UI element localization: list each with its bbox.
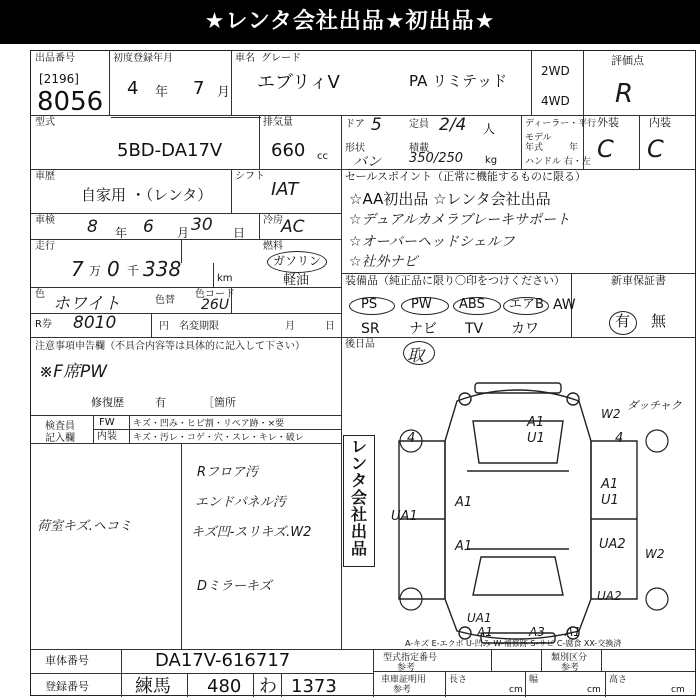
mark-ua2-rear: UA2 <box>597 589 622 603</box>
equipment-label: 装備品（純正品に限り〇印をつけください） <box>345 274 565 287</box>
fuel-gas: ガソリン <box>273 254 322 268</box>
inspector-note-3: キズ凹-スリキズ.W2 <box>191 525 312 540</box>
model-label: 型式 <box>35 117 55 128</box>
plate-label: 登録番号 <box>45 680 89 693</box>
mark-dacchaku: ダッチャク <box>627 399 682 412</box>
frame-value: DA17V-616717 <box>155 650 291 671</box>
rear-label: 後日品 <box>345 339 375 350</box>
spec-l6: 参考 <box>393 685 412 695</box>
color-label: 色 <box>35 289 45 300</box>
spec-length-cm: cm <box>509 685 523 695</box>
inspector-fw: FW <box>99 417 115 428</box>
mark-ua1-rear: UA1 <box>467 611 492 625</box>
equip-abs: ABS <box>459 297 485 312</box>
inspection-month-unit: 月 <box>177 226 190 240</box>
banner-title: ★レンタ会社出品★初出品★ <box>0 0 700 44</box>
mark-w2-right: W2 <box>645 547 665 561</box>
spec-l4: 参考 <box>561 663 580 673</box>
fuel-label: 燃料 <box>263 241 283 252</box>
mark-a3-rear: A3 <box>529 625 545 639</box>
equip-leather: カワ <box>511 321 539 337</box>
exterior-value: C <box>597 135 614 163</box>
inspector-fw-text: キズ・凹み・ヒビ割・リペア跡・×要 <box>133 419 285 429</box>
inspector-label2: 記入欄 <box>45 433 75 444</box>
lot-sub: [2196] <box>39 72 79 86</box>
mileage-v2: 0 <box>107 257 120 281</box>
recycle-label: R券 <box>35 319 52 330</box>
equip-aw: AW <box>553 297 576 313</box>
model-year-unit: 年 <box>569 143 579 153</box>
inspection-month: 6 <box>143 217 154 237</box>
vertical-label: レンタ会社出品 <box>350 437 367 558</box>
mark-a1-rear-r: A1 <box>565 625 581 639</box>
first-reg-year: 4 <box>127 78 139 99</box>
spec-width: 幅 <box>529 675 539 685</box>
inspection-label: 車検 <box>35 215 55 226</box>
repair-area: ［箇所 <box>203 396 236 409</box>
warranty-yes: 有 <box>615 312 631 330</box>
model-value: 5BD-DA17V <box>117 140 223 161</box>
mark-w2-front: W2 <box>601 407 621 421</box>
interior-label: 内装 <box>649 116 671 129</box>
fuel-diesel: 軽油 <box>283 273 310 288</box>
spec-height: 高さ <box>609 675 628 685</box>
name-change-month: 月 <box>285 321 295 332</box>
spec-height-cm: cm <box>671 685 685 695</box>
sales-point-2: ☆オーバーヘッドシェルフ <box>349 234 515 250</box>
rear-value: 取 <box>407 346 424 366</box>
warranty-no: 無 <box>651 312 667 330</box>
lot-number: 8056 <box>37 87 104 117</box>
aircon-label: 冷房 <box>263 215 283 226</box>
mark-ua2-right: UA2 <box>599 537 626 552</box>
first-reg-label: 初度登録年月 <box>113 53 173 64</box>
capacity-value: 2/4 <box>439 115 467 135</box>
load-value: 350/250 <box>409 151 464 166</box>
spec-width-cm: cm <box>587 685 601 695</box>
grade-label: グレード <box>261 53 301 64</box>
inspector-naisou-text: キズ・汚レ・コゲ・穴・スレ・キレ・破レ <box>133 433 304 443</box>
doors-value: 5 <box>371 115 382 135</box>
mark-a1-rear-l: A1 <box>477 625 493 639</box>
aircon-value: AC <box>281 217 305 237</box>
inspection-day-unit: 日 <box>233 226 246 240</box>
sales-point-3: ☆社外ナビ <box>349 254 418 270</box>
name-change-day: 日 <box>325 321 335 332</box>
mileage-v1: 7 <box>71 257 84 281</box>
drive-4wd: 4WD <box>541 94 570 108</box>
inspection-day: 30 <box>191 215 213 235</box>
first-reg-month-unit: 月 <box>217 85 231 100</box>
shape-value: バン <box>353 154 381 170</box>
drive-2wd: 2WD <box>541 64 570 78</box>
spec-l3: 類別区分 <box>551 653 588 663</box>
recycle-unit: 円 <box>159 321 169 332</box>
inspection-year: 8 <box>87 217 98 237</box>
equip-airbag: エアB <box>509 297 544 312</box>
color-value: ホワイト <box>53 294 121 314</box>
model-year-label1: モデル <box>525 133 552 143</box>
spec-l2: 参考 <box>397 663 416 673</box>
warranty-label: 新車保証書 <box>611 274 666 287</box>
shape-label: 形状 <box>345 143 365 154</box>
interior-value: C <box>647 135 664 163</box>
plate-number: 1373 <box>291 676 337 697</box>
lot-label: 出品番号 <box>35 53 75 64</box>
dealer-label: ディーラー・平行 <box>525 119 597 129</box>
shift-value: IAT <box>271 179 299 200</box>
handle-label: ハンドル 右・左 <box>525 157 591 167</box>
load-label: 積載 <box>409 143 429 154</box>
repair-value: 有 <box>155 396 166 409</box>
model-year-label2: 年式 <box>525 143 544 153</box>
mark-u1-right: U1 <box>601 493 619 508</box>
history-value: 自家用 ・（レンタ） <box>81 186 213 204</box>
auction-sheet <box>30 50 696 696</box>
vertical-label-box <box>343 435 375 567</box>
sales-points-label: セールスポイント（正常に機能するものに限る） <box>345 170 587 183</box>
notes-label: 注意事項申告欄（不具合内容等は具体的に記入して下さい） <box>35 341 305 352</box>
mark-4-fl: 4 <box>407 431 416 446</box>
first-reg-year-unit: 年 <box>155 85 169 100</box>
load-unit: kg <box>485 155 498 166</box>
recycle-value: 8010 <box>73 313 117 333</box>
shift-label: シフト <box>235 171 265 182</box>
history-label: 車歴 <box>35 171 55 182</box>
inspector-label1: 検査員 <box>45 421 75 432</box>
color-change-label: 色替 <box>155 295 175 306</box>
mileage-u2: 千 <box>127 264 140 278</box>
name-change-label: 名変期限 <box>179 321 219 332</box>
mileage-u1: 万 <box>89 264 102 278</box>
equip-navi: ナビ <box>409 321 437 337</box>
car-name-label: 車名 <box>235 53 255 64</box>
inspector-note-2: エンドパネル汚 <box>195 495 286 510</box>
mark-4-fr: 4 <box>615 431 624 446</box>
mileage-v3: 338 <box>143 257 182 281</box>
spec-length: 長さ <box>449 675 468 685</box>
displacement-value: 660 <box>271 140 306 161</box>
notes-text: ※F席PW <box>39 362 108 382</box>
exterior-label: 外装 <box>597 116 619 129</box>
car-name: エブリィV <box>257 72 340 93</box>
spec-l5: 車庫証明用 <box>381 675 427 685</box>
capacity-unit: 人 <box>483 122 496 136</box>
legend: A-キズ E-エクボ U-凹み W-補修跡 S-サビ C-腐食 XX-交換済 <box>405 639 622 648</box>
car-grade: PA リミテッド <box>409 72 508 90</box>
color-code-label: 色コード <box>195 289 235 300</box>
score-value: R <box>615 79 634 109</box>
equip-ps: PS <box>361 297 378 312</box>
score-label: 評価点 <box>611 54 644 67</box>
sales-points-title: ☆AA初出品 ☆レンタ会社出品 <box>349 190 551 208</box>
inspector-naisou: 内装 <box>97 431 117 442</box>
first-reg-month: 7 <box>193 78 205 99</box>
capacity-label: 定員 <box>409 119 429 130</box>
displacement-label: 排気量 <box>263 117 293 128</box>
inspector-note-1: Rフロア汚 <box>197 465 259 480</box>
mileage-unit: km <box>217 273 233 284</box>
repair-label: 修復歴 <box>91 396 124 409</box>
displacement-unit: cc <box>317 151 328 162</box>
plate-class: 480 <box>207 676 242 697</box>
mark-ua1-left: UA1 <box>391 509 418 524</box>
sales-point-1: ☆デュアルカメラブレーキサポート <box>349 212 571 228</box>
mark-a1-left: A1 <box>455 495 473 510</box>
equip-pw: PW <box>411 297 432 312</box>
mark-a1-right: A1 <box>601 477 619 492</box>
color-code: 26U <box>201 297 230 313</box>
spec-l1: 型式指定番号 <box>383 653 438 663</box>
inspector-note-4: Dミラーキズ <box>197 579 272 594</box>
equip-sr: SR <box>361 321 380 337</box>
mark-a1-left2: A1 <box>455 539 473 554</box>
mark-u1-front: U1 <box>527 431 545 446</box>
inspection-year-unit: 年 <box>115 226 128 240</box>
plate-kana: わ <box>259 676 277 697</box>
mileage-label: 走行 <box>35 241 55 252</box>
mark-a1-front: A1 <box>527 415 545 430</box>
left-note: 荷室キズ.ヘコミ <box>37 519 132 534</box>
frame-label: 車体番号 <box>45 654 89 667</box>
doors-label: ドア <box>345 119 365 130</box>
plate-area: 練馬 <box>135 676 171 697</box>
equip-tv: TV <box>465 321 484 337</box>
